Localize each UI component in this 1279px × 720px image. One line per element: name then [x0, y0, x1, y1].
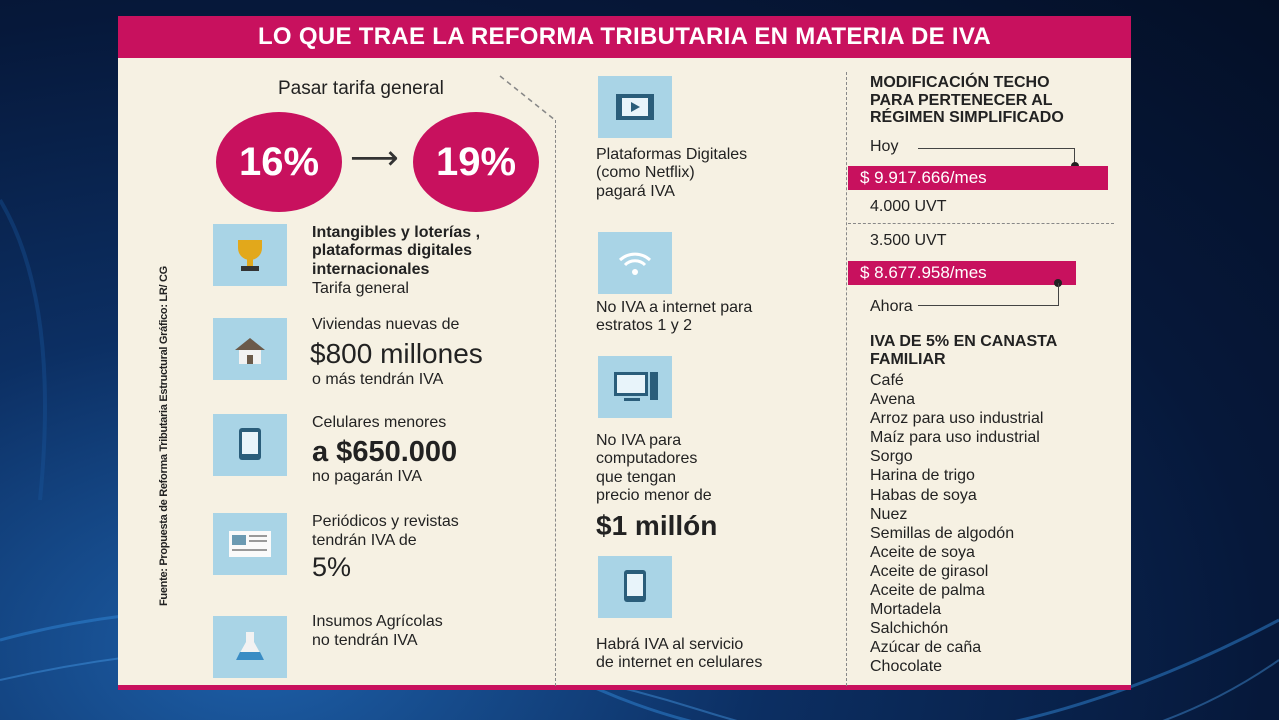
diagonal-dash [498, 74, 558, 124]
viviendas-post: o más tendrán IVA [312, 371, 444, 388]
ahora-label: Ahora [870, 298, 913, 315]
list-item: Semillas de algodón [870, 524, 1015, 542]
ahora-value-bar: $ 8.677.958/mes [848, 261, 1076, 285]
internet-estratos-text: No IVA a internet para estratos 1 y 2 [596, 299, 753, 335]
periodicos-pre2: tendrán IVA de [312, 532, 417, 549]
list-item: Maíz para uso industrial [870, 429, 1040, 447]
column-divider-1 [555, 120, 556, 686]
list-item: Arroz para uso industrial [870, 410, 1044, 428]
wifi-icon [598, 232, 672, 294]
insumos-pre: Insumos Agrícolas [312, 613, 443, 630]
trophy-icon [213, 224, 287, 286]
list-item: Azúcar de caña [870, 639, 982, 657]
column-divider-2 [846, 72, 847, 686]
tarifa-label: Pasar tarifa general [278, 78, 444, 99]
flask-icon [213, 616, 287, 678]
house-icon [213, 318, 287, 380]
insumos-post: no tendrán IVA [312, 632, 418, 649]
arrow-right-icon: ⟶ [350, 138, 399, 178]
hoy-label: Hoy [870, 138, 899, 155]
viviendas-big: $800 millones [310, 338, 483, 369]
list-item: Nuez [870, 505, 908, 523]
list-item: Habas de soya [870, 486, 977, 504]
list-item: Café [870, 372, 904, 389]
list-item: Chocolate [870, 658, 943, 676]
intangibles-text: Intangibles y loterías , plataformas digitales internacionales [312, 224, 481, 278]
celulares-big: a $650.000 [312, 436, 458, 468]
celulares-pre: Celulares menores [312, 414, 447, 431]
list-item: Aceite de palma [870, 582, 985, 600]
infographic-panel [118, 16, 1131, 690]
plataformas-text: Plataformas Digitales (como Netflix) pagará IVA [596, 146, 748, 200]
internet-celulares-text: Habrá IVA al servicio de internet en celulares [596, 636, 763, 672]
ahora-uvt: 3.500 UVT [870, 232, 947, 249]
celulares-post: no pagarán IVA [312, 468, 423, 485]
techo-title: MODIFICACIÓN TECHO PARA PERTENECER AL RÉGIMEN SIMPLIFICADO [870, 74, 1064, 127]
list-item: Aceite de soya [870, 543, 975, 561]
source-credit: Fuente: Propuesta de Reforma Tributaria Estructural Gráfico: LR/ CG [158, 266, 170, 606]
list-item: Salchichón [870, 620, 949, 638]
list-item: Aceite de girasol [870, 562, 989, 580]
newspaper-icon [213, 513, 287, 575]
list-item: Harina de trigo [870, 467, 975, 485]
list-item: Avena [870, 391, 916, 409]
periodicos-big: 5% [312, 552, 352, 582]
computer-icon [598, 356, 672, 418]
infographic-title: LO QUE TRAE LA REFORMA TRIBUTARIA EN MATERIA DE IVA [118, 16, 1131, 58]
rate-from-circle: 16% [216, 112, 342, 212]
phone-icon [213, 414, 287, 476]
list-item: Mortadela [870, 601, 942, 619]
hoy-value-bar: $ 9.917.666/mes [848, 166, 1108, 190]
uvt-divider [848, 223, 1114, 224]
canasta-list [870, 371, 1043, 677]
canasta-title: IVA DE 5% EN CANASTA FAMILIAR [870, 333, 1058, 368]
intangibles-sub: Tarifa general [312, 280, 409, 297]
hoy-uvt: 4.000 UVT [870, 198, 947, 215]
film-icon [598, 76, 672, 138]
computadores-big: $1 millón [596, 510, 718, 541]
periodicos-pre: Periódicos y revistas [312, 513, 459, 530]
tablet-icon [598, 556, 672, 618]
rate-to-circle: 19% [413, 112, 539, 212]
ahora-connector [918, 283, 1059, 306]
viviendas-pre: Viviendas nuevas de [312, 316, 460, 333]
hoy-connector [918, 148, 1075, 166]
list-item: Sorgo [870, 448, 913, 466]
computadores-text: No IVA para computadores que tengan precio menor de [596, 432, 712, 505]
